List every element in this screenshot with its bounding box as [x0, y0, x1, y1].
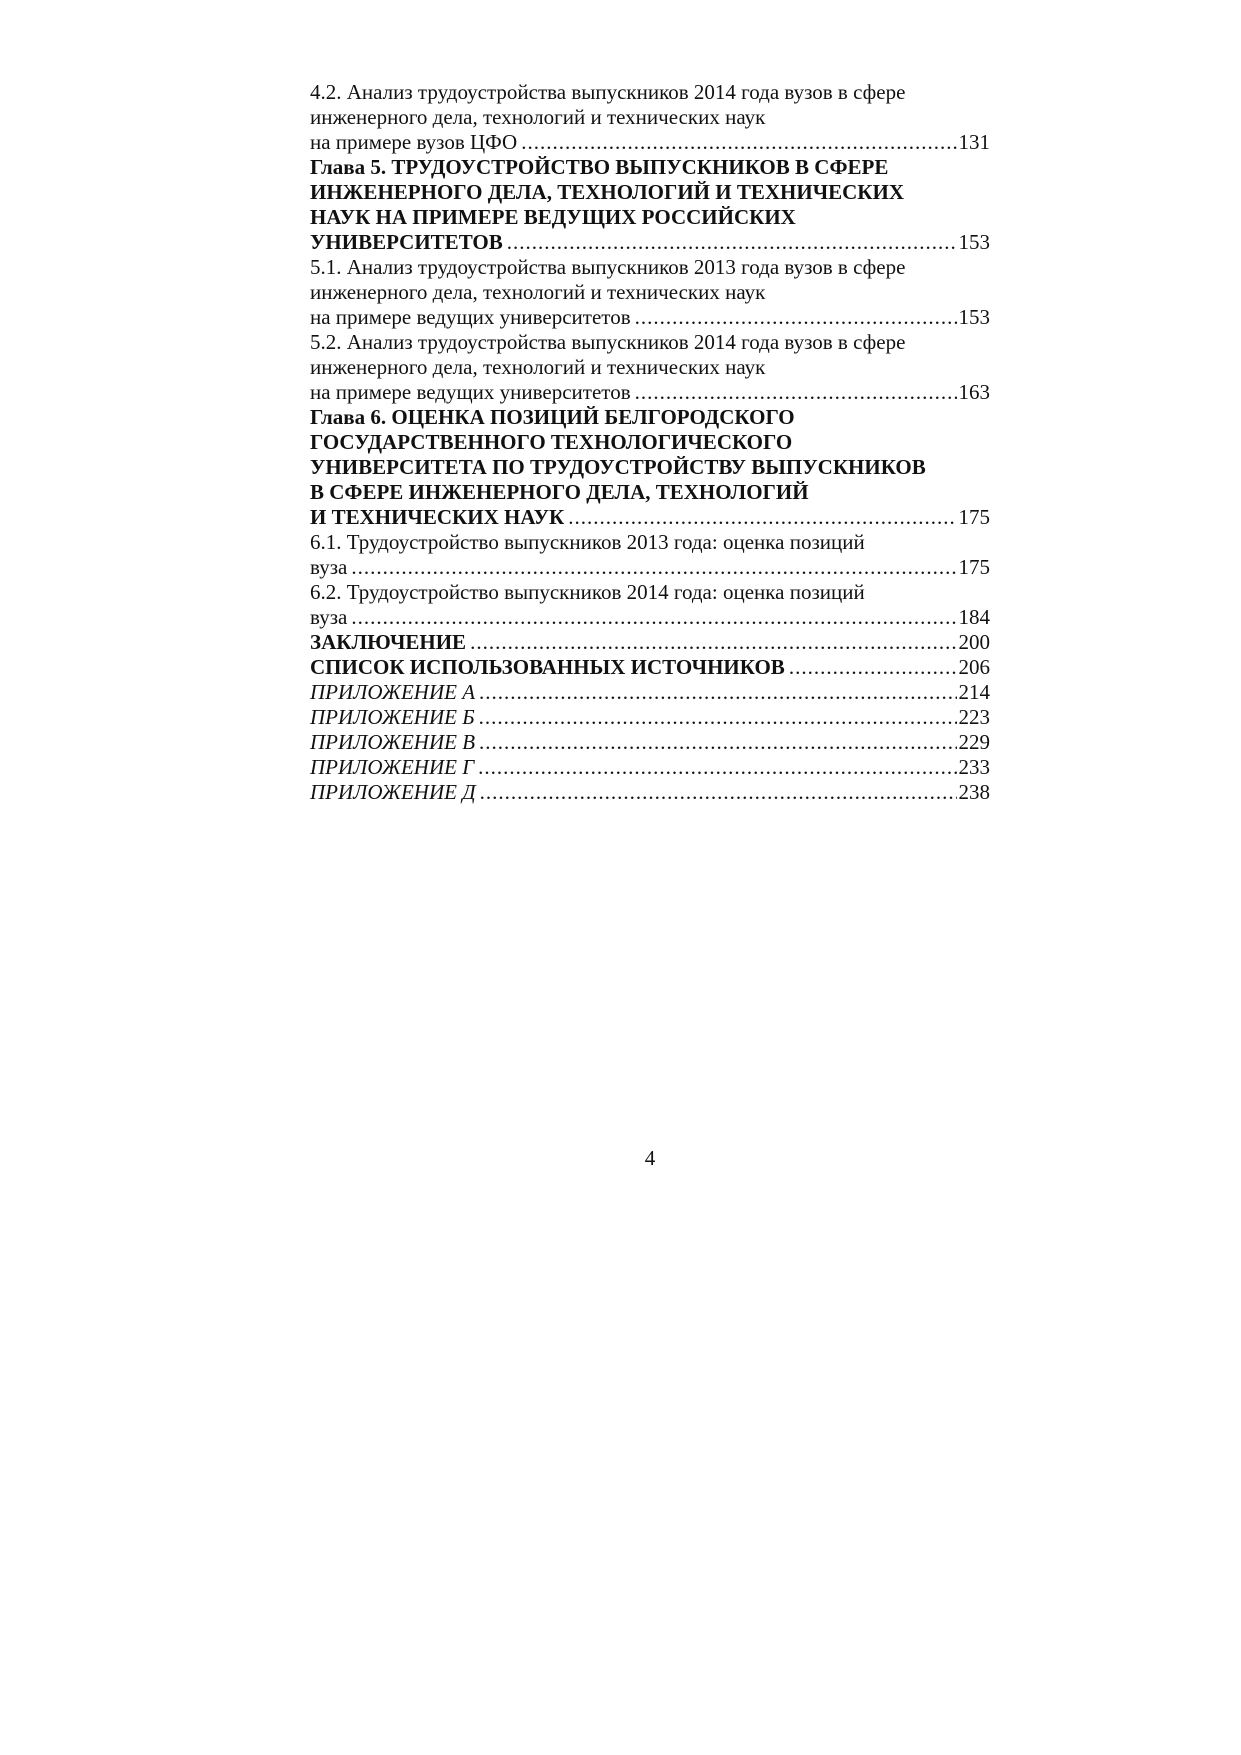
dot-leader	[479, 680, 956, 705]
toc-entry	[310, 530, 990, 580]
dot-leader	[507, 230, 957, 255]
toc-entry-title: вуза	[310, 605, 348, 629]
toc-entry-line: Глава 5. ТРУДОУСТРОЙСТВО ВЫПУСКНИКОВ В СФЕРЕ	[310, 155, 889, 179]
toc-entry-title: ПРИЛОЖЕНИЕ В	[310, 730, 476, 754]
toc-entry-page: 233	[958, 755, 990, 779]
toc-entry-page: 163	[958, 380, 990, 404]
table-of-contents	[310, 80, 990, 805]
toc-entry-line: 5.2. Анализ трудоустройства выпускников 2014 года вузов в сфере	[310, 330, 906, 354]
dot-leader	[521, 130, 956, 155]
toc-entry	[310, 155, 990, 255]
toc-entry-page: 229	[958, 730, 990, 754]
toc-entry-last-line	[310, 305, 990, 330]
toc-entry-line: ГОСУДАРСТВЕННОГО ТЕХНОЛОГИЧЕСКОГО	[310, 430, 793, 454]
toc-entry-line: 4.2. Анализ трудоустройства выпускников 2014 года вузов в сфере	[310, 80, 906, 104]
dot-leader	[635, 305, 957, 330]
toc-entry-page: 200	[958, 630, 990, 654]
toc-entry-title: И ТЕХНИЧЕСКИХ НАУК	[310, 505, 565, 529]
toc-entry-line: НАУК НА ПРИМЕРЕ ВЕДУЩИХ РОССИЙСКИХ	[310, 205, 796, 229]
toc-entry-last-line	[310, 130, 990, 155]
toc-entry	[310, 780, 990, 805]
toc-entry	[310, 755, 990, 780]
toc-entry-page: 153	[958, 305, 990, 329]
dot-leader	[351, 605, 956, 630]
toc-entry-page: 214	[958, 680, 990, 704]
toc-entry	[310, 330, 990, 405]
toc-entry-last-line	[310, 705, 990, 730]
toc-entry	[310, 655, 990, 680]
dot-leader	[568, 505, 956, 530]
toc-entry-page: 131	[958, 130, 990, 154]
toc-entry	[310, 705, 990, 730]
toc-entry-line: УНИВЕРСИТЕТА ПО ТРУДОУСТРОЙСТВУ ВЫПУСКНИКОВ	[310, 455, 926, 479]
toc-entry-title: на примере вузов ЦФО	[310, 130, 518, 154]
toc-entry	[310, 630, 990, 655]
toc-entry-line: 6.2. Трудоустройство выпускников 2014 года: оценка позиций	[310, 580, 865, 604]
toc-entry-last-line	[310, 655, 990, 680]
toc-entry-page: 175	[958, 505, 990, 529]
toc-entry-line: Глава 6. ОЦЕНКА ПОЗИЦИЙ БЕЛГОРОДСКОГО	[310, 405, 795, 429]
toc-entry-last-line	[310, 680, 990, 705]
dot-leader	[789, 655, 957, 680]
toc-entry-last-line	[310, 730, 990, 755]
toc-entry-last-line	[310, 555, 990, 580]
toc-entry-title: УНИВЕРСИТЕТОВ	[310, 230, 503, 254]
toc-entry-line: В СФЕРЕ ИНЖЕНЕРНОГО ДЕЛА, ТЕХНОЛОГИЙ	[310, 480, 809, 504]
toc-entry-last-line	[310, 505, 990, 530]
toc-entry-title: на примере ведущих университетов	[310, 305, 631, 329]
toc-entry-title: вуза	[310, 555, 348, 579]
toc-entry-last-line	[310, 380, 990, 405]
toc-entry-line: инженерного дела, технологий и технических наук	[310, 355, 766, 379]
toc-entry	[310, 730, 990, 755]
toc-entry-line: инженерного дела, технологий и технических наук	[310, 280, 766, 304]
dot-leader	[470, 630, 956, 655]
toc-entry-line: 5.1. Анализ трудоустройства выпускников 2013 года вузов в сфере	[310, 255, 906, 279]
toc-entry-title: ПРИЛОЖЕНИЕ Б	[310, 705, 475, 729]
toc-entry-title: ПРИЛОЖЕНИЕ Г	[310, 755, 475, 779]
toc-entry	[310, 80, 990, 155]
toc-entry-last-line	[310, 230, 990, 255]
toc-entry-title: ЗАКЛЮЧЕНИЕ	[310, 630, 467, 654]
toc-entry-page: 153	[958, 230, 990, 254]
dot-leader	[479, 730, 956, 755]
toc-entry-line: ИНЖЕНЕРНОГО ДЕЛА, ТЕХНОЛОГИЙ И ТЕХНИЧЕСКИХ	[310, 180, 904, 204]
toc-entry-last-line	[310, 780, 990, 805]
toc-entry	[310, 580, 990, 630]
dot-leader	[351, 555, 956, 580]
toc-entry-page: 206	[958, 655, 990, 679]
dot-leader	[635, 380, 957, 405]
toc-entry-last-line	[310, 605, 990, 630]
toc-entry-title: на примере ведущих университетов	[310, 380, 631, 404]
toc-entry-page: 184	[958, 605, 990, 629]
dot-leader	[478, 755, 956, 780]
dot-leader	[480, 780, 957, 805]
toc-entry	[310, 255, 990, 330]
toc-entry	[310, 680, 990, 705]
toc-entry-title: ПРИЛОЖЕНИЕ Д	[310, 780, 476, 804]
page-number: 4	[644, 1146, 656, 1170]
toc-entry-last-line	[310, 630, 990, 655]
toc-entry-title: СПИСОК ИСПОЛЬЗОВАННЫХ ИСТОЧНИКОВ	[310, 655, 785, 679]
toc-entry-line: 6.1. Трудоустройство выпускников 2013 года: оценка позиций	[310, 530, 865, 554]
toc-entry-page: 223	[958, 705, 990, 729]
toc-entry	[310, 405, 990, 530]
toc-entry-page: 238	[958, 780, 990, 804]
toc-entry-title: ПРИЛОЖЕНИЕ А	[310, 680, 476, 704]
toc-entry-line: инженерного дела, технологий и технических наук	[310, 105, 766, 129]
dot-leader	[479, 705, 957, 730]
toc-entry-page: 175	[958, 555, 990, 579]
toc-entry-last-line	[310, 755, 990, 780]
